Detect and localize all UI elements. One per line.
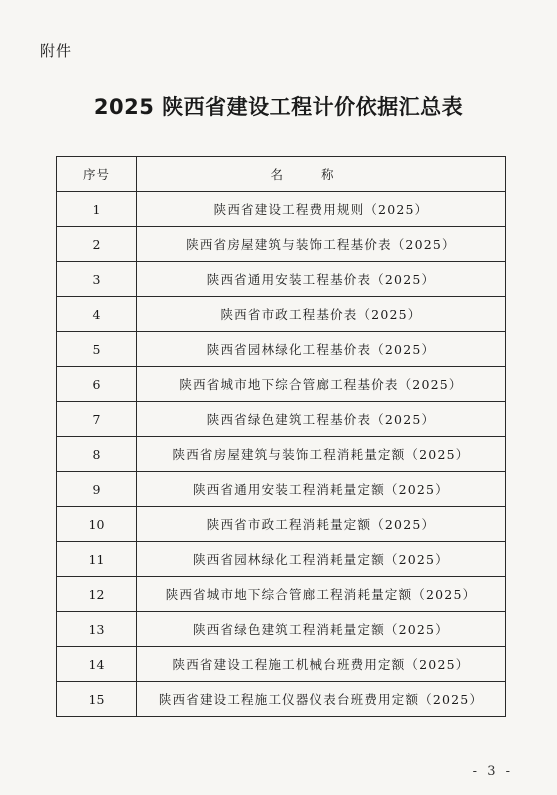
- row-serial-number: 9: [57, 472, 137, 507]
- row-name: 陕西省绿色建筑工程消耗量定额（2025）: [137, 612, 506, 647]
- table-row: [57, 402, 506, 437]
- row-name: 陕西省绿色建筑工程基价表（2025）: [137, 402, 506, 437]
- row-serial-number: 7: [57, 402, 137, 437]
- row-serial-number: 14: [57, 647, 137, 682]
- attachment-label: 附件: [40, 42, 73, 60]
- row-name: 陕西省城市地下综合管廊工程基价表（2025）: [137, 367, 506, 402]
- table-row: [57, 507, 506, 542]
- table-row: [57, 577, 506, 612]
- row-name: 陕西省市政工程基价表（2025）: [137, 297, 506, 332]
- table-row: [57, 297, 506, 332]
- row-name: 陕西省城市地下综合管廊工程消耗量定额（2025）: [137, 577, 506, 612]
- table-row: [57, 192, 506, 227]
- row-serial-number: 10: [57, 507, 137, 542]
- summary-table: [56, 156, 506, 717]
- table-row: [57, 472, 506, 507]
- table-row: [57, 542, 506, 577]
- table-row: [57, 647, 506, 682]
- row-name: 陕西省园林绿化工程消耗量定额（2025）: [137, 542, 506, 577]
- header-name: 名称: [137, 157, 506, 192]
- row-name: 陕西省通用安装工程消耗量定额（2025）: [137, 472, 506, 507]
- row-serial-number: 11: [57, 542, 137, 577]
- page-number: - 3 -: [472, 764, 513, 779]
- row-name: 陕西省市政工程消耗量定额（2025）: [137, 507, 506, 542]
- table-row: [57, 437, 506, 472]
- table-row: [57, 227, 506, 262]
- row-serial-number: 3: [57, 262, 137, 297]
- row-serial-number: 12: [57, 577, 137, 612]
- row-serial-number: 15: [57, 682, 137, 717]
- row-serial-number: 1: [57, 192, 137, 227]
- row-name: 陕西省建设工程施工仪器仪表台班费用定额（2025）: [137, 682, 506, 717]
- row-serial-number: 4: [57, 297, 137, 332]
- row-name: 陕西省园林绿化工程基价表（2025）: [137, 332, 506, 367]
- row-serial-number: 6: [57, 367, 137, 402]
- table-row: [57, 682, 506, 717]
- row-name: 陕西省建设工程费用规则（2025）: [137, 192, 506, 227]
- table-row: [57, 332, 506, 367]
- row-name: 陕西省建设工程施工机械台班费用定额（2025）: [137, 647, 506, 682]
- row-serial-number: 2: [57, 227, 137, 262]
- table-row: [57, 262, 506, 297]
- row-name: 陕西省通用安装工程基价表（2025）: [137, 262, 506, 297]
- table-body: [57, 192, 506, 717]
- row-serial-number: 8: [57, 437, 137, 472]
- row-name: 陕西省房屋建筑与装饰工程消耗量定额（2025）: [137, 437, 506, 472]
- row-name: 陕西省房屋建筑与装饰工程基价表（2025）: [137, 227, 506, 262]
- table-row: [57, 612, 506, 647]
- table-row: [57, 367, 506, 402]
- row-serial-number: 13: [57, 612, 137, 647]
- document-title: 2025 陕西省建设工程计价依据汇总表: [93, 95, 464, 119]
- table-header-row: [57, 157, 506, 192]
- row-serial-number: 5: [57, 332, 137, 367]
- header-serial-number: 序号: [57, 157, 137, 192]
